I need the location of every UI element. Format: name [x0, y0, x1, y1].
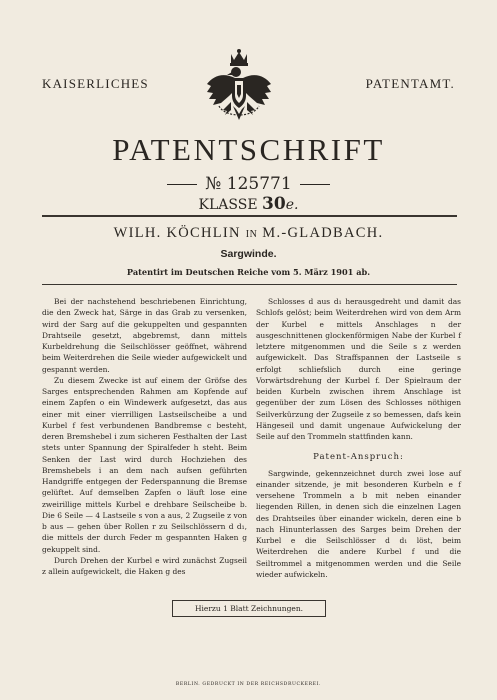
- klasse-label: KLASSE: [198, 197, 258, 213]
- left-paragraph-3: Durch Drehen der Kurbel e wird zunächst Zugseil z allein aufgewickelt, die Haken g des: [42, 555, 247, 576]
- document-title: PATENTSCHRIFT: [112, 132, 385, 167]
- rule-left: [167, 184, 197, 185]
- invention-subject: Sargwinde.: [220, 248, 277, 260]
- claim-heading: Patent-Anspruch:: [313, 452, 404, 463]
- left-paragraph-2: Zu diesem Zwecke ist auf einem der Gröfse des Sarges entsprechenden Rahmen am Kopfende auf einem Zapfen o ein Windewerk aufgesetzt, das aus einer mit einer vierrilligen Lastseilscheibe a und Kurbel f fest verbundenen Bandbremse c besteht, deren Bremshebel i zum sicheren Festhalten der Last stets unter Spannung der Spiralfeder h steht. Beim Senken der Last wird durch Hochziehen des Bremshebels i an dem nach aufsen geführten Handgriffe entgegen der Federspannung die Bremse gelüftet. Auf demselben Zapfen o läuft lose eine zweirillige mittels Kurbel e drehbare Seilscheibe b. Die 6 Seile — 4 Lastseile s von a aus, 2 Zugseile z von b aus — gehen über Rollen r zu Seilschlössern d d₁, die mittels der durch Feder m gespannten Haken g gekuppelt sind.: [42, 375, 247, 554]
- left-column: [42, 296, 247, 577]
- right-column: [256, 296, 461, 580]
- inventor-name: WILH. KÖCHLIN: [113, 225, 241, 241]
- left-paragraph-1: Bei der nachstehend beschriebenen Einrichtung, die den Zweck hat, Särge in das Grab zu versenken, wird der Sarg auf die gekuppelten und gespannten Drahtseile gesetzt, abgebremst, dann mittels Kurbeldrehung die Seilschlösser geöffnet, während beim Weiterdrehen die Seile wieder aufgewickelt und gespannt werden.: [42, 297, 247, 374]
- patent-class: [0, 194, 497, 214]
- inventor-in: IN: [245, 229, 258, 240]
- claim-text: Sargwinde, gekennzeichnet durch zwei lose auf einander sitzende, je mit besonderen Kurbeln e f versehene Trommeln a b mit neben einander liegenden Rillen, in denen sich die einzelnen Lagen des Drahtseiles über einander wickeln, deren eine b nach Hinunterlassen des Sarges beim Drehen der Kurbel e die Seilschlösser d d₁ löst, beim Weiterdrehen die andere Kurbel f und die Seiltrommel a mitgenommen werden und die Seile wieder aufwickeln.: [256, 468, 461, 579]
- klasse-suffix: e.: [285, 197, 299, 213]
- header-right-text: PATENTAMT.: [365, 76, 455, 91]
- patented-line: Patentirt im Deutschen Reiche vom 5. März 1901 ab.: [126, 267, 371, 277]
- imperial-eagle-icon: [205, 48, 273, 128]
- patent-number-value: 125771: [226, 174, 292, 194]
- patent-number-prefix: №: [205, 174, 222, 194]
- body-divider: [42, 284, 457, 285]
- drawings-note: Hierzu 1 Blatt Zeichnungen.: [172, 600, 326, 617]
- header-divider: [42, 215, 457, 217]
- right-paragraph-1: Schlosses d aus d₁ herausgedreht und damit das Schlofs gelöst; beim Weiterdrehen wird von dem Arm der Kurbel e mittels Anschlages n der ausgeschnittenen glockenförmigen Nabe der Kurbel f letztere mitgenommen und die Seile s z werden aufgewickelt. Das Straffspannen der Lastseile s erfolgt schliefslich durch eine geringe Vorwärtsdrehung der Kurbel f. Der Spielraum der beiden Kurbeln zwischen ihrem Anschlage ist gegenüber der zum Lösen des Schlosses nöthigen Seilverkürzung der Zugseile z so bemessen, dafs kein Hängeseil und damit ungenaue Aufwickelung der Seile auf den Trommeln stattfinden kann.: [256, 297, 461, 441]
- header-left-text: KAISERLICHES: [42, 76, 149, 91]
- rule-right: [300, 184, 330, 185]
- patent-number: [0, 174, 497, 194]
- printer-imprint: BERLIN. GEDRUCKT IN DER REICHSDRUCKEREI.: [175, 682, 322, 687]
- inventor-place: M.-GLADBACH.: [262, 225, 384, 241]
- inventor-line: [0, 225, 497, 242]
- klasse-value: 30: [262, 194, 286, 214]
